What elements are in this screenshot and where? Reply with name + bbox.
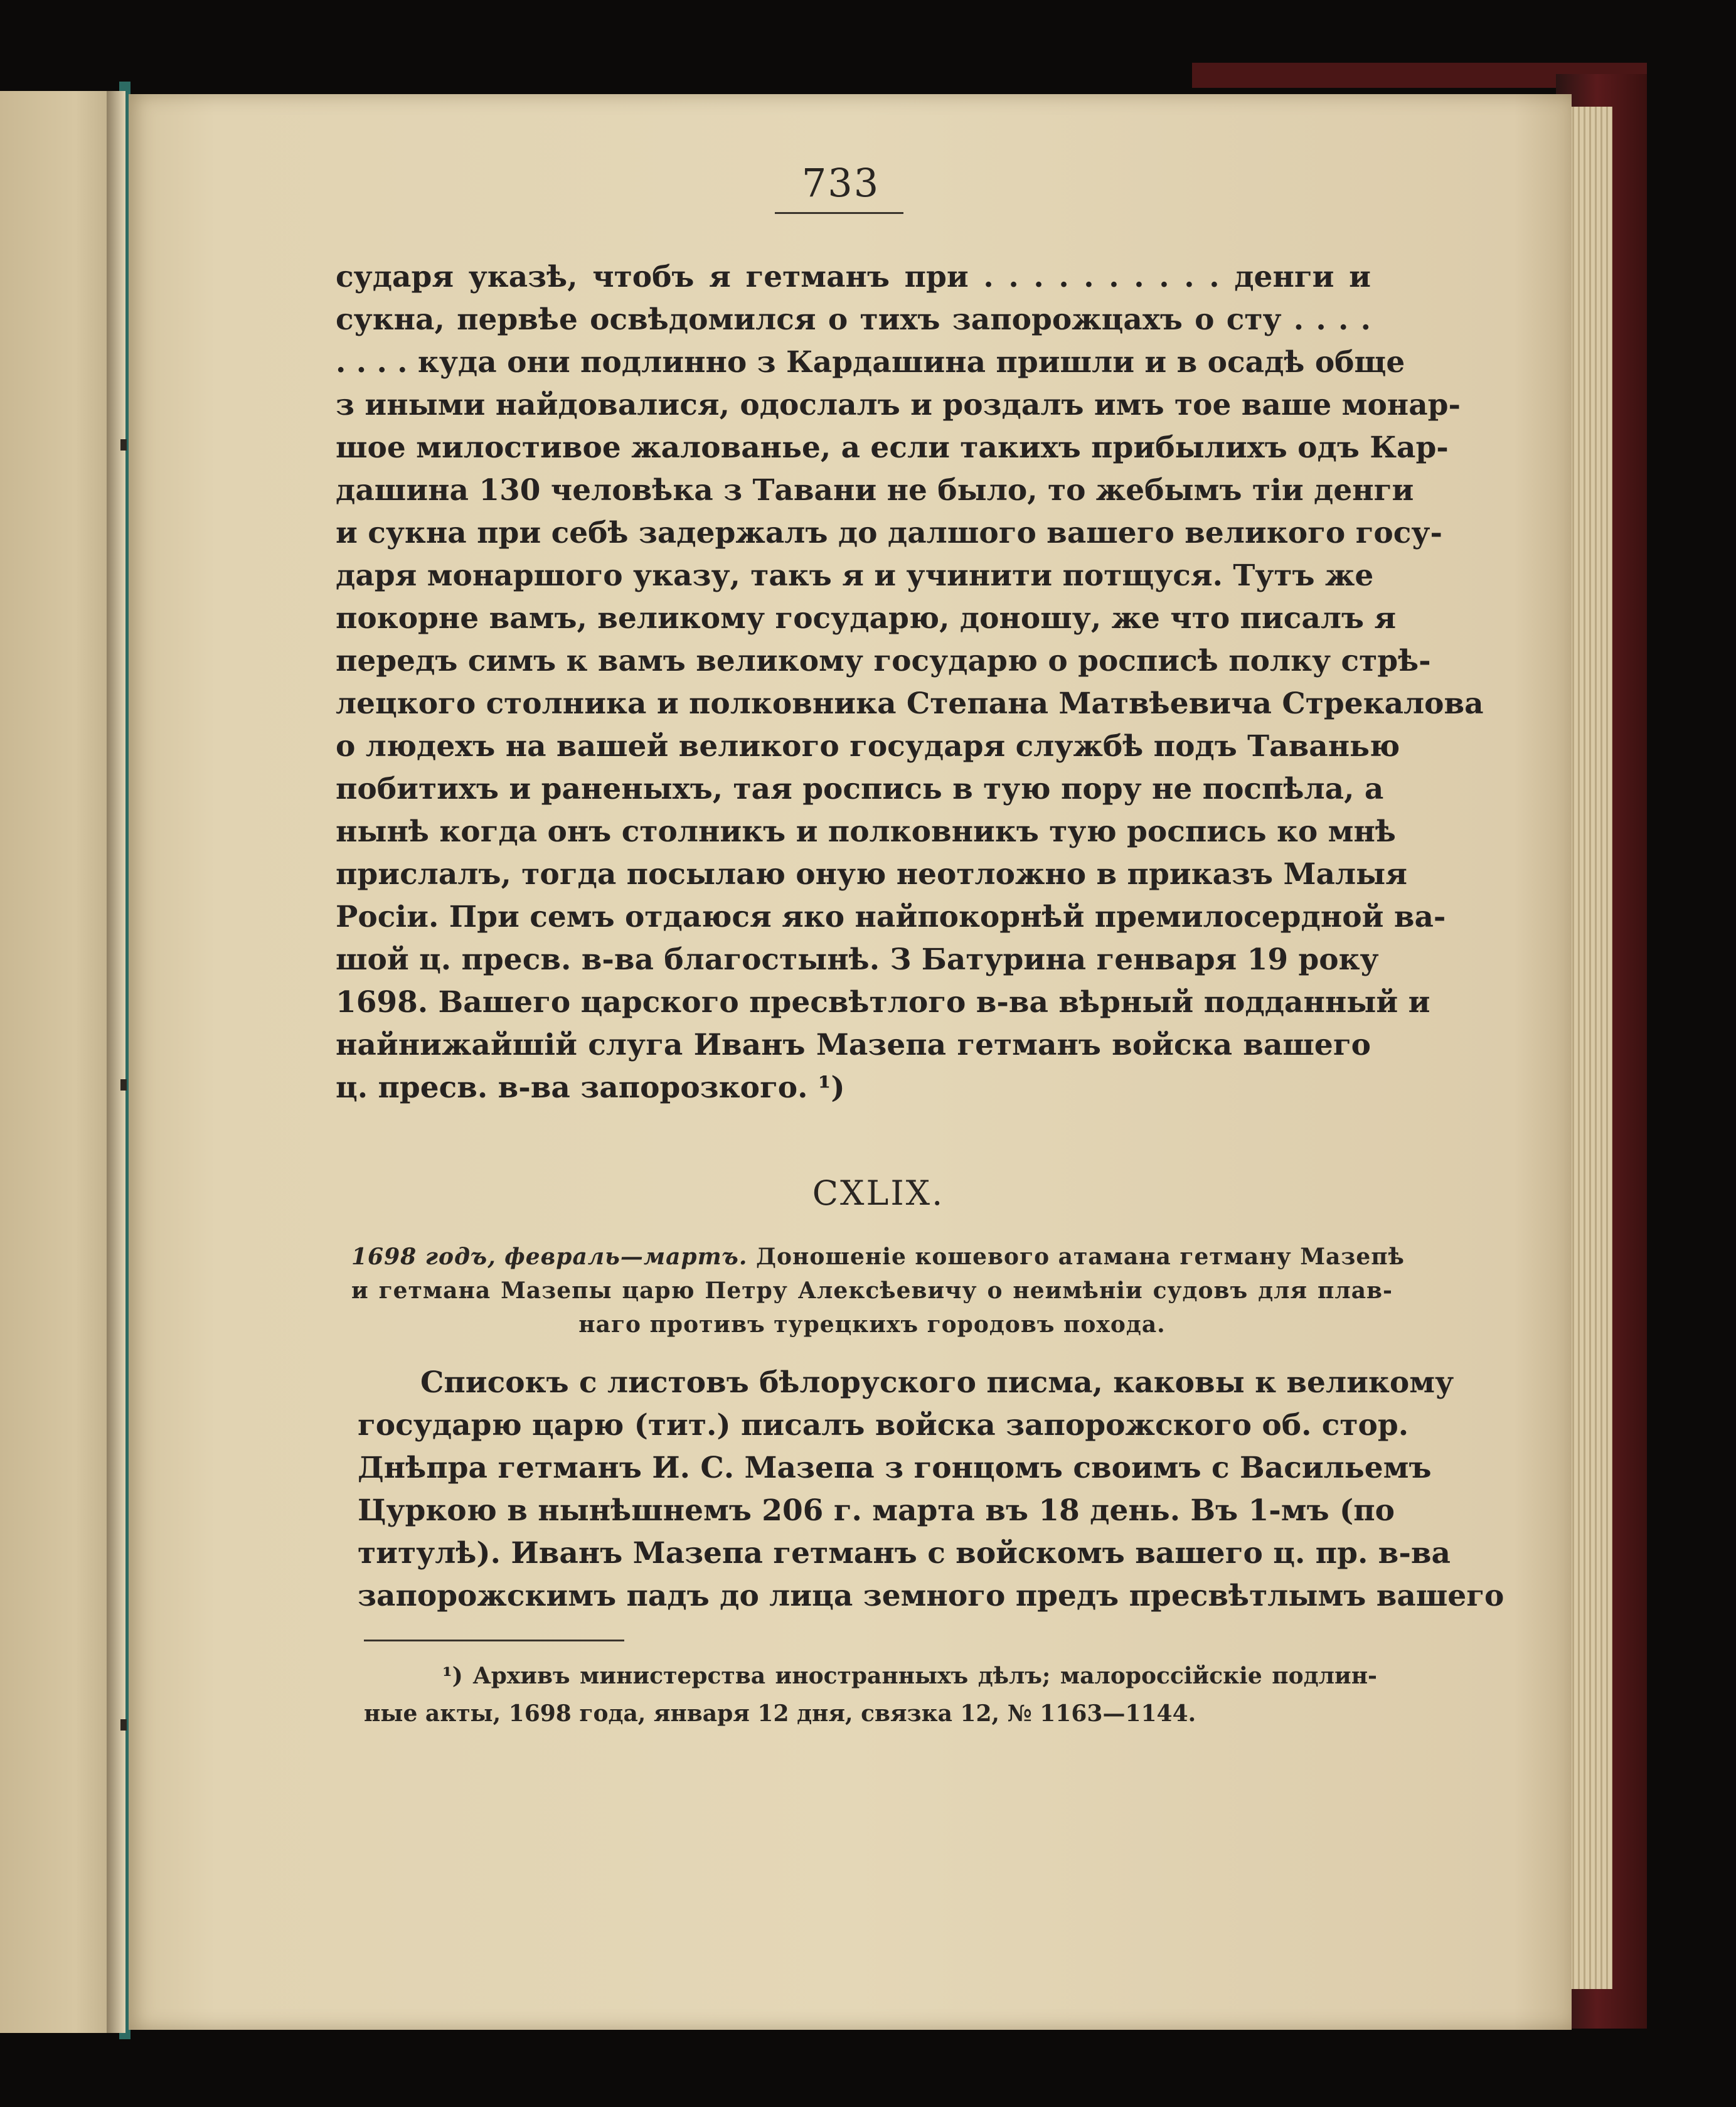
body-line: прислалъ, тогда посылаю оную неотложно в приказъ Малыя [336,857,1407,892]
summary-text: Доношеніе кошевого атамана гетману Мазепѣ [755,1244,1405,1270]
document-summary-line: наго противъ турецкихъ городовъ похода. [578,1311,1166,1338]
body-line: найнижайшій слуга Иванъ Мазепа гетманъ войска вашего [336,1028,1371,1062]
body-line: шой ц. пресв. в-ва благостынѣ. З Батурина генваря 19 року [336,942,1379,977]
margin-mark [120,1719,127,1731]
body-line: нынѣ когда онъ столникъ и полковникъ тую роспись ко мнѣ [336,814,1396,849]
margin-mark [120,1079,127,1091]
footnote-rule [364,1640,624,1641]
body-line: 1698. Вашего царского пресвѣтлого в-ва вѣрный подданный и [336,985,1430,1020]
body-line: о людехъ на вашей великого государя службѣ подъ Таванью [336,729,1400,764]
body-line: запорожскимъ падъ до лица земного предъ пресвѣтлымъ вашего [358,1579,1504,1613]
page-number: 733 [801,160,880,206]
body-line: дашина 130 человѣка з Тавани не было, то жебымъ тіи денги [336,473,1414,508]
document-summary-line: и гетмана Мазепы царю Петру Алексѣевичу о неимѣніи судовъ для плав- [351,1278,1393,1304]
body-line: государю царю (тит.) писалъ войска запорожского об. стор. [358,1408,1409,1443]
section-heading: CXLIX. [812,1173,945,1213]
body-line: и сукна при себѣ задержалъ до далшого вашего великого госу- [336,516,1442,550]
body-line: лецкого столника и полковника Степана Матвѣевича Стрекалова [336,686,1484,721]
footnote-line: ные акты, 1698 года, января 12 дня, связка 12, № 1163—1144. [364,1700,1196,1727]
footnote-line: ¹) Архивъ министерства иностранныхъ дѣлъ; малороссійскіе подлин- [442,1663,1377,1689]
gutter-shadow [107,91,125,2033]
body-line: Списокъ с листовъ бѣлоруского писма, каковы к великому [420,1365,1454,1400]
body-line: передъ симъ к вамъ великому государю о росписѣ полку стрѣ- [336,644,1431,678]
body-line: сукна, первѣе освѣдомился о тихъ запорожцахъ о сту . . . . [336,302,1371,337]
body-line: шое милостивое жалованье, а если такихъ прибылихъ одъ Кар- [336,430,1449,465]
body-line: титулѣ). Иванъ Мазепа гетманъ с войскомъ вашего ц. пр. в-ва [358,1536,1451,1571]
body-line: покорне вамъ, великому государю, доношу, же что писалъ я [336,601,1397,636]
body-line: з иными найдовалися, одослалъ и роздалъ имъ тое ваше монар- [336,388,1461,422]
page-number-rule [775,212,903,214]
body-line: Росіи. При семъ отдаюся яко найпокорнѣй премилосердной ва- [336,900,1446,934]
margin-mark [120,439,127,451]
body-line: . . . . куда они подлинно з Кардашина пришли и в осадѣ обще [336,345,1405,380]
body-line: сударя указѣ, чтобъ я гетманъ при . . . . . . . . . . денги и [336,260,1371,294]
body-line: побитихъ и раненыхъ, тая роспись в тую пору не поспѣла, а [336,772,1384,806]
body-line: даря монаршого указу, такъ я и учинити потщуся. Тутъ же [336,558,1374,593]
document-summary-line [351,1244,1405,1270]
body-line: ц. пресв. в-ва запорозкого. ¹) [336,1070,845,1105]
body-line: Днѣпра гетманъ И. С. Мазепа з гонцомъ своимъ с Васильемъ [358,1451,1432,1485]
body-line: Цуркою в нынѣшнемъ 206 г. марта въ 18 день. Въ 1-мъ (по [358,1493,1395,1528]
page-edges [1568,107,1612,1989]
summary-date: 1698 годъ, февраль—мартъ. [351,1244,748,1270]
